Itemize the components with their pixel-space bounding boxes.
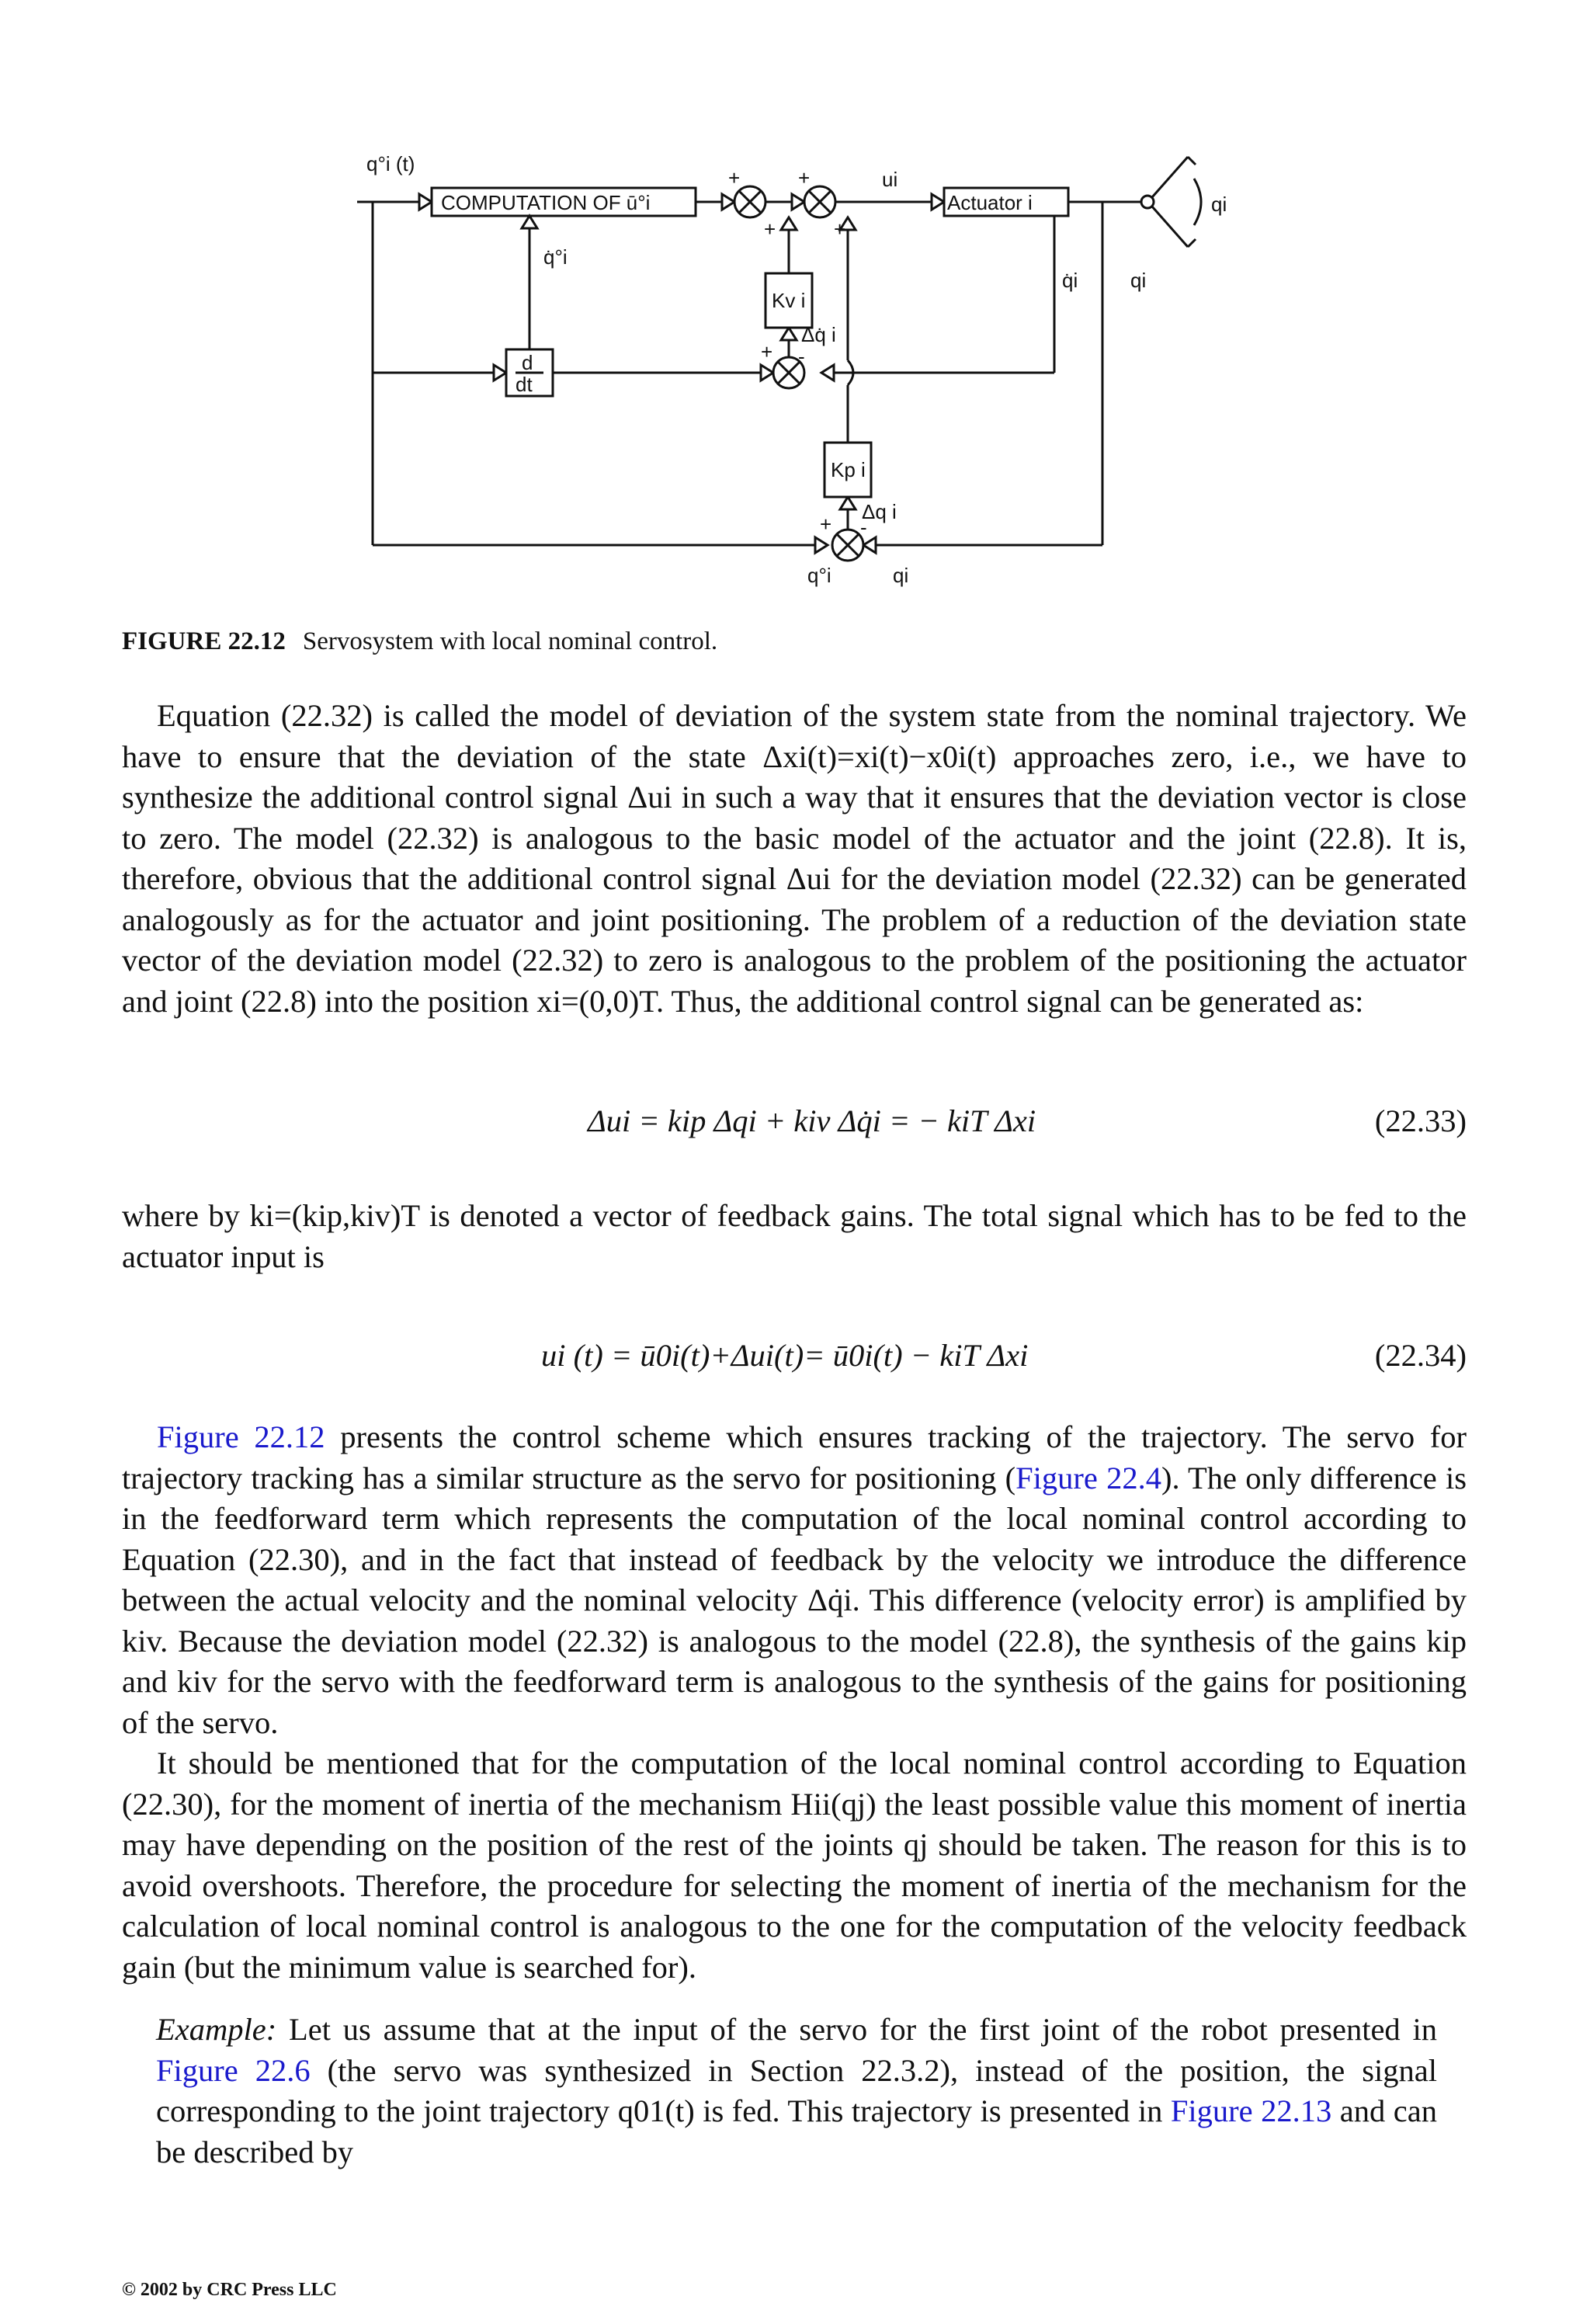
sign-plus: + (728, 166, 741, 189)
figure-link[interactable]: Figure 22.6 (156, 2052, 311, 2088)
sign-plus: + (820, 512, 832, 536)
equation-22-33 (122, 1103, 1467, 1149)
label-ddt-top: d (522, 351, 533, 374)
paragraph-4-text: It should be mentioned that for the computation of the local nominal control according to Equation (22.30), for the moment of inertia of the mechanism Hii(qj) the least possible value this moment of inertia may have depending on the position of the rest of the joints qj should be taken. The reason for this is to avoid overshoots. Therefore, the procedure for selecting the moment of inertia of the mechanism for the calculation of local nominal control is analogous to the one for the computation of the velocity feedback gain (but the minimum value is searched for). (122, 1746, 1467, 1985)
servo-diagram-svg (357, 140, 1320, 606)
label-qdot0: q̇°i (543, 245, 568, 269)
equation-body: ui (t) = ū0i(t)+Δui(t)= ū0i(t) − kiT Δxi (541, 1338, 1029, 1373)
example-text-1: Let us assume that at the input of the servo for the first joint of the robot presented in (276, 2012, 1437, 2047)
paragraph-1-text: Equation (22.32) is called the model of deviation of the system state from the nominal trajectory. We have to ensure that the deviation of the state Δxi(t)=xi(t)−x0i(t) approaches zero, i.e., we have to synthesize the additional control signal Δui in such a way that it ensures that the deviation vector is close to zero. The model (22.32) is analogous to the basic model of the actuator and the joint (22.8). It is, therefore, obvious that the additional control signal Δui for the deviation model (22.32) can be generated analogously as for the actuator and joint positioning. The problem of a reduction of the deviation state vector of the deviation model (22.32) to zero is analogous to the problem of the positioning the actuator and joint (22.8) into the position xi=(0,0)T. Thus, the additional control signal can be generated as: (122, 698, 1467, 1019)
equation-number: (22.34) (1374, 1338, 1467, 1373)
figure-link[interactable]: Figure 22.12 (157, 1419, 325, 1454)
figure-link[interactable]: Figure 22.13 (1170, 2093, 1332, 2128)
label-kv-block: Kv i (772, 289, 806, 312)
label-delta-q: Δq i (862, 500, 897, 523)
label-input-signal: q°i (t) (366, 152, 415, 175)
sign-minus: - (860, 516, 867, 539)
equation-body: Δui = kip Δqi + kiv Δq̇i = − kiT Δxi (588, 1103, 1036, 1138)
equation-22-34 (122, 1337, 1467, 1384)
caption-number: FIGURE 22.12 (122, 627, 286, 655)
sign-plus: + (761, 340, 773, 363)
label-actuator-block: Actuator i (947, 191, 1033, 214)
label-delta-qdot: Δq̇ i (801, 323, 836, 346)
sign-plus: + (798, 166, 811, 189)
label-ddt-bottom: dt (516, 373, 533, 396)
paragraph-text: presents the control scheme which ensures tracking of the trajectory. The servo for trajectory tracking has a similar structure as the servo for positioning ( (122, 1419, 1467, 1495)
block-diagram (357, 140, 1320, 606)
label-ui: ui (882, 168, 898, 191)
caption-text: Servosystem with local nominal control. (302, 627, 718, 655)
sign-minus: - (798, 345, 805, 368)
label-qi-right: qi (1211, 193, 1227, 216)
label-q0-bottom: q°i (807, 564, 831, 587)
paragraph-1 (122, 696, 1467, 1022)
paragraph-2-text: where by ki=(kip,kiv)T is denoted a vector of feedback gains. The total signal which has to be fed to the actuator input is (122, 1198, 1467, 1274)
paragraph-2 (122, 1196, 1467, 1277)
paragraph-3-text (122, 1417, 1467, 1743)
example-text (156, 2010, 1437, 2173)
figure-link[interactable]: Figure 22.4 (1015, 1460, 1161, 1495)
sign-plus: + (834, 217, 846, 241)
label-kp-block: Kp i (831, 458, 866, 481)
example-block (156, 2010, 1437, 2173)
label-q-i-vertical: qi (1130, 269, 1147, 292)
copyright-footer: © 2002 by CRC Press LLC (122, 2280, 337, 2300)
example-text-3: and can be described by (156, 2093, 1437, 2169)
figure-caption (122, 627, 717, 656)
sign-plus: + (764, 217, 776, 241)
label-computation-block: COMPUTATION OF ū°i (441, 191, 651, 214)
label-q-bottom: qi (893, 564, 909, 587)
paragraph-text: ). The only difference is in the feedforward term which represents the computation of the local nominal control according to Equation (22.30), and in the fact that instead of feedback by the velocity we introduce the difference between the actual velocity and the nominal velocity Δq̇i. This difference (velocity error) is amplified by kiv. Because the deviation model (22.32) is analogous to the model (22.8), the synthesis of the gains kip and kiv for the servo with the feedforward term is analogous to the synthesis of the gains for positioning of the servo. (122, 1460, 1467, 1740)
equation-number: (22.33) (1374, 1103, 1467, 1138)
label-qdot-i: q̇i (1062, 269, 1078, 292)
example-text-2: (the servo was synthesized in Section 22.3.2), instead of the position, the signal corresponding to the joint trajectory q01(t) is fed. This trajectory is presented in (156, 2052, 1437, 2128)
paragraph-3 (122, 1417, 1467, 1988)
example-label: Example: (156, 2012, 277, 2047)
